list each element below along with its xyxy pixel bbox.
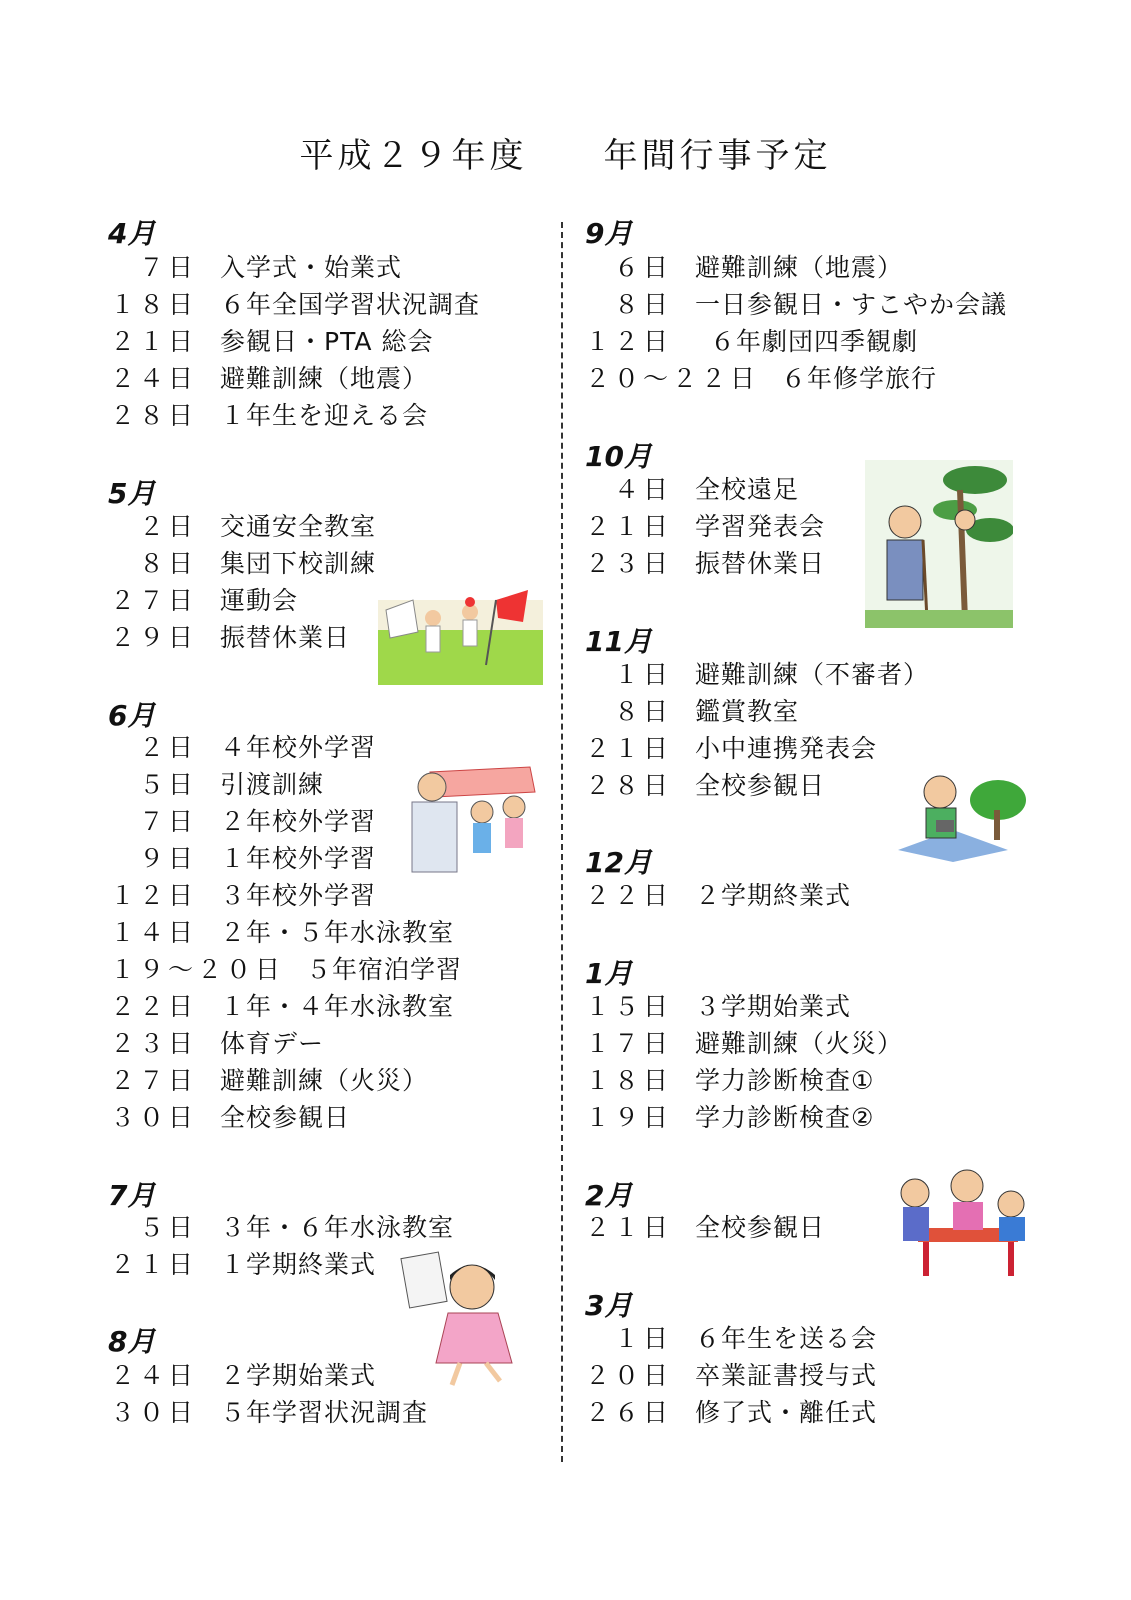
event-name: 学力診断検査②	[695, 1103, 875, 1132]
event-name: 卒業証書授与式	[695, 1361, 878, 1390]
event-day: １８日	[110, 290, 198, 319]
event-day: ２１日	[585, 512, 673, 541]
sports-day-illustration	[378, 580, 543, 685]
field-trip-illustration	[410, 762, 540, 877]
event-day: ７日	[110, 807, 198, 836]
month-heading: 5月	[108, 477, 156, 510]
event-name: 集団下校訓練	[220, 549, 377, 578]
month-heading: 7月	[108, 1179, 156, 1212]
event-name: 振替休業日	[695, 549, 826, 578]
event-name: 避難訓練（地震）	[220, 364, 429, 393]
event-name: 全校遠足	[695, 475, 800, 504]
event-name: 体育デー	[220, 1029, 325, 1058]
page-title: 平成２９年度 年間行事予定	[299, 136, 832, 176]
event-day: １９～２０日	[110, 955, 285, 984]
month-heading: 1月	[585, 957, 633, 990]
event-day: １２日	[110, 881, 198, 910]
month-heading: 9月	[585, 217, 633, 250]
event-name: ５年宿泊学習	[306, 955, 463, 984]
event-name: ６年全国学習状況調査	[220, 290, 481, 319]
event-day: １４日	[110, 918, 198, 947]
event-name: ３年・６年水泳教室	[220, 1213, 455, 1242]
event-name: 交通安全教室	[220, 512, 377, 541]
event-day: ２３日	[585, 549, 673, 578]
month-heading: 12月	[585, 846, 652, 879]
girl-with-report-illustration	[400, 1245, 530, 1395]
event-name: ３学期始業式	[695, 992, 852, 1021]
event-name: ２学期終業式	[695, 881, 852, 910]
event-day: ２０日	[585, 1361, 673, 1390]
event-day: ２８日	[585, 771, 673, 800]
event-name: 避難訓練（火災）	[220, 1066, 429, 1095]
event-name: 鑑賞教室	[695, 697, 800, 726]
event-day: ７日	[110, 253, 198, 282]
event-name: 全校参観日	[695, 1213, 826, 1242]
event-name: ２年校外学習	[220, 807, 377, 836]
month-heading: 4月	[108, 217, 156, 250]
event-day: ８日	[110, 549, 198, 578]
event-day: ２６日	[585, 1398, 673, 1427]
event-name: 引渡訓練	[220, 770, 325, 799]
event-day: ２４日	[110, 1361, 198, 1390]
event-name: １年生を迎える会	[220, 401, 429, 430]
event-name: 小中連携発表会	[695, 734, 878, 763]
event-day: ２２日	[110, 992, 198, 1021]
month-heading: 6月	[108, 699, 156, 732]
event-day: ２日	[110, 733, 198, 762]
event-day: ２４日	[110, 364, 198, 393]
event-name: ６年生を送る会	[695, 1324, 878, 1353]
event-day: １２日	[585, 327, 673, 356]
classroom-kids-illustration	[893, 1168, 1045, 1288]
lunch-picnic-illustration	[898, 770, 1030, 862]
event-day: ３０日	[110, 1398, 198, 1427]
event-name: ６年修学旅行	[781, 364, 938, 393]
event-day: １７日	[585, 1029, 673, 1058]
event-name: 避難訓練（不審者）	[695, 660, 930, 689]
event-day: ２３日	[110, 1029, 198, 1058]
event-name: １年・４年水泳教室	[220, 992, 455, 1021]
month-heading: 10月	[585, 440, 652, 473]
event-day: ２７日	[110, 1066, 198, 1095]
month-heading: 11月	[585, 625, 652, 658]
event-name: 避難訓練（火災）	[695, 1029, 904, 1058]
event-day: １９日	[585, 1103, 673, 1132]
event-day: ２１日	[110, 327, 198, 356]
event-day: ２０～２２日	[585, 364, 760, 393]
event-day: １５日	[585, 992, 673, 1021]
event-name: ２年・５年水泳教室	[220, 918, 455, 947]
event-day: ２日	[110, 512, 198, 541]
event-day: １８日	[585, 1066, 673, 1095]
event-name: ３年校外学習	[220, 881, 377, 910]
event-day: ３０日	[110, 1103, 198, 1132]
event-day: ５日	[110, 770, 198, 799]
event-name: 振替休業日	[220, 623, 351, 652]
event-day: ５日	[110, 1213, 198, 1242]
month-heading: 3月	[585, 1289, 633, 1322]
event-name: ４年校外学習	[220, 733, 377, 762]
event-name: 全校参観日	[220, 1103, 351, 1132]
event-name: 修了式・離任式	[695, 1398, 878, 1427]
event-day: ２１日	[585, 1213, 673, 1242]
event-day: １日	[585, 660, 673, 689]
event-day: ６日	[585, 253, 673, 282]
month-heading: 2月	[585, 1179, 633, 1212]
event-name: ６年劇団四季観劇	[710, 327, 919, 356]
event-name: 全校参観日	[695, 771, 826, 800]
event-day: １日	[585, 1324, 673, 1353]
event-name: 運動会	[220, 586, 299, 615]
event-name: 入学式・始業式	[220, 253, 403, 282]
event-name: 参観日・PTA 総会	[220, 327, 434, 356]
excursion-illustration	[865, 460, 1013, 628]
event-name: １年校外学習	[220, 844, 377, 873]
event-name: 学力診断検査①	[695, 1066, 875, 1095]
event-day: ２２日	[585, 881, 673, 910]
event-name: 学習発表会	[695, 512, 826, 541]
event-day: ２７日	[110, 586, 198, 615]
event-day: ２９日	[110, 623, 198, 652]
event-name: 一日参観日・すこやか会議	[695, 290, 1008, 319]
event-day: ８日	[585, 697, 673, 726]
event-day: ２１日	[585, 734, 673, 763]
event-day: ９日	[110, 844, 198, 873]
event-name: ５年学習状況調査	[220, 1398, 429, 1427]
column-divider	[561, 222, 563, 1462]
event-name: ２学期始業式	[220, 1361, 377, 1390]
event-day: ２１日	[110, 1250, 198, 1279]
event-name: １学期終業式	[220, 1250, 377, 1279]
month-heading: 8月	[108, 1325, 156, 1358]
event-day: ８日	[585, 290, 673, 319]
event-name: 避難訓練（地震）	[695, 253, 904, 282]
event-day: ４日	[585, 475, 673, 504]
event-day: ２８日	[110, 401, 198, 430]
